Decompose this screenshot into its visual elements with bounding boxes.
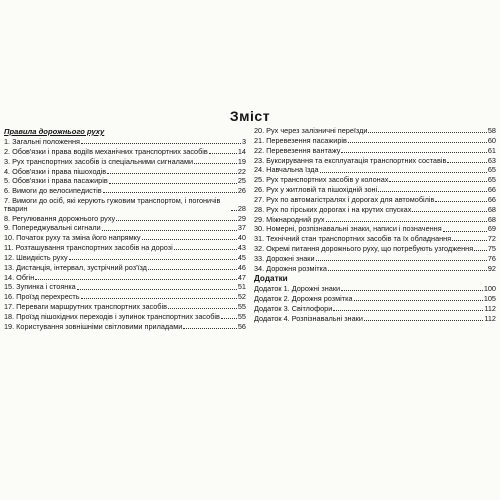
toc-entry-title: 33. Дорожні знаки (254, 253, 315, 263)
toc-entry-title: 9. Попереджувальні сигнали (4, 223, 101, 233)
toc-entry-page: 66 (487, 185, 496, 195)
toc-entry-page: 92 (487, 263, 496, 273)
toc-entry-title: 16. Проїзд перехресть (4, 292, 80, 302)
toc-entry-page: 22 (237, 166, 246, 176)
toc-entry-title: 22. Перевезення вантажу (254, 145, 341, 155)
dot-leader (209, 153, 237, 154)
toc-entry (4, 323, 246, 331)
dot-leader (443, 231, 487, 232)
dot-leader (348, 142, 487, 143)
toc-entry-title: Додаток 3. Світлофори (254, 303, 333, 313)
dot-leader (35, 279, 237, 280)
toc-entry-page: 40 (237, 233, 246, 243)
toc-entry-page: 68 (487, 204, 496, 214)
dot-leader (364, 320, 483, 321)
toc-entry-page: 37 (237, 223, 246, 233)
toc-entry (254, 127, 496, 135)
toc-entry-page: 14 (237, 146, 246, 156)
toc-entry-title: 4. Обов'язки і права пішоходів (4, 166, 107, 176)
toc-entry (254, 285, 496, 293)
toc-entry-page: 47 (237, 272, 246, 282)
toc-entry-page: 60 (487, 135, 496, 145)
toc-entry-title: 14. Обгін (4, 272, 35, 282)
toc-entry-page: 43 (237, 243, 246, 253)
dot-leader (452, 240, 487, 241)
toc-entry-title: Додаток 4. Розпізнавальні знаки (254, 313, 363, 323)
toc-entry (4, 187, 246, 195)
toc-entry-page: 45 (237, 252, 246, 262)
toc-entry-title: 24. Навчальна їзда (254, 165, 319, 175)
toc-entry (4, 274, 246, 282)
toc-entry-title: 12. Швидкість руху (4, 252, 68, 262)
toc-entry-title: 13. Дистанція, інтервал, зустрічний роз'їзд (4, 262, 147, 272)
toc-entry-title: 11. Розташування транспортних засобів на дорозі (4, 243, 173, 253)
toc-entry-title: Додаток 2. Дорожня розмітка (254, 294, 353, 304)
toc-entry (254, 235, 496, 243)
dot-leader (142, 239, 237, 240)
toc-list-right (254, 127, 496, 272)
dot-leader (174, 249, 237, 250)
dot-leader (102, 230, 237, 231)
toc-entry (4, 177, 246, 185)
toc-entry-page: 19 (237, 156, 246, 166)
toc-entry-title: 20. Рух через залізничні переїзди (254, 126, 368, 135)
toc-entry-page: 100 (483, 284, 496, 294)
toc-left-column (4, 127, 246, 333)
toc-entry-page: 69 (487, 224, 496, 234)
toc-entry (4, 148, 246, 156)
toc-entry (254, 186, 496, 194)
toc-entry-title: 34. Дорожня розмітка (254, 263, 327, 273)
toc-entry (254, 176, 496, 184)
toc-entry (254, 206, 496, 214)
toc-entry-title: 19. Користування зовнішніми світловими приладами (4, 321, 183, 331)
toc-entry-title: 17. Переваги маршрутних транспортних засобів (4, 302, 167, 312)
toc-list-left (4, 138, 246, 331)
dot-leader (221, 318, 237, 319)
dot-leader (435, 201, 487, 202)
toc-entry-page: 52 (237, 292, 246, 302)
dot-leader (389, 181, 486, 182)
section-heading-appendices: Додатки (254, 273, 288, 283)
dot-leader (183, 328, 237, 329)
toc-entry-title: 1. Загальні положення (4, 136, 80, 146)
dot-leader (333, 310, 483, 311)
toc-entry-title: 3. Рух транспортних засобів із спеціальними сигналами (4, 156, 194, 166)
toc-entry-page: 46 (237, 262, 246, 272)
dot-leader (81, 298, 237, 299)
toc-entry (4, 197, 246, 212)
dot-leader (231, 210, 237, 211)
toc-entry-title: 23. Буксирування та експлуатація транспортних составів (254, 155, 447, 165)
dot-leader (316, 260, 487, 261)
toc-entry-page: 55 (237, 302, 246, 312)
toc-entry (4, 313, 246, 321)
toc-entry-title: 27. Рух по автомагістралях і дорогах для автомобілів (254, 194, 435, 204)
dot-leader (378, 191, 487, 192)
dot-leader (412, 211, 487, 212)
toc-entry-page: 61 (487, 145, 496, 155)
dot-leader (474, 250, 487, 251)
dot-leader (326, 221, 487, 222)
toc-entry (4, 158, 246, 166)
dot-leader (354, 300, 483, 301)
dot-leader (168, 308, 237, 309)
toc-entry (254, 216, 496, 224)
toc-entry (4, 244, 246, 252)
toc-entry (4, 138, 246, 146)
toc-entry-page: 55 (237, 311, 246, 321)
toc-entry-page: 75 (487, 244, 496, 254)
toc-entry (254, 137, 496, 145)
dot-leader (107, 173, 237, 174)
toc-entry (254, 315, 496, 323)
toc-entry-page: 65 (487, 175, 496, 185)
dot-leader (328, 270, 487, 271)
toc-entry-title: 30. Номерні, розпізнавальні знаки, написи і позначення (254, 224, 442, 234)
toc-entry-page: 29 (237, 213, 246, 223)
dot-leader (116, 220, 237, 221)
toc-entry-page: 76 (487, 253, 496, 263)
toc-entry-title: 25. Рух транспортних засобів у колонах (254, 175, 389, 185)
toc-entry-page: 65 (487, 165, 496, 175)
toc-entry-page: 51 (237, 282, 246, 292)
toc-entry (254, 305, 496, 313)
toc-entry (4, 215, 246, 223)
toc-entry-title: 15. Зупинка і стоянка (4, 282, 76, 292)
dot-leader (194, 163, 237, 164)
toc-entry-page: 68 (487, 214, 496, 224)
toc-entry (254, 225, 496, 233)
dot-leader (447, 162, 487, 163)
section-heading-rules: Правила дорожнього руху (4, 127, 105, 136)
toc-entry-page: 66 (487, 194, 496, 204)
toc-entry-title: 31. Технічний стан транспортних засобів та їх обладнання (254, 234, 452, 244)
dot-leader (109, 183, 237, 184)
dot-leader (148, 269, 237, 270)
toc-entry-title: Додаток 1. Дорожні знаки (254, 284, 341, 294)
toc-right-column (254, 127, 496, 325)
toc-entry (4, 254, 246, 262)
toc-entry-page: 112 (484, 303, 496, 313)
toc-entry-title: 8. Регулювання дорожнього руху (4, 213, 116, 223)
toc-entry (4, 293, 246, 301)
dot-leader (341, 290, 483, 291)
toc-entry (4, 234, 246, 242)
dot-leader (341, 152, 486, 153)
toc-entry (4, 224, 246, 232)
toc-entry (254, 196, 496, 204)
toc-entry (254, 147, 496, 155)
toc-entry (4, 264, 246, 272)
toc-entry-page: 112 (484, 313, 496, 323)
toc-entry (254, 157, 496, 165)
toc-entry (254, 245, 496, 253)
toc-entry (254, 265, 496, 273)
toc-entry-page: 63 (487, 155, 496, 165)
toc-entry (4, 168, 246, 176)
toc-entry-title: 18. Проїзд пішохідних переходів і зупинок транспортних засобів (4, 311, 220, 321)
toc-entry-title: 26. Рух у житловій та пішохідній зоні (254, 185, 378, 195)
toc-entry (254, 166, 496, 174)
toc-entry-page: 56 (237, 321, 246, 331)
toc-entry-title: 7. Вимоги до осіб, які керують гужовим транспортом, і погоничів тварин (4, 196, 221, 213)
toc-entry-title: 29. Міжнародний рух (254, 214, 325, 224)
toc-entry-page: 58 (487, 126, 496, 135)
toc-entry (4, 303, 246, 311)
dot-leader (77, 289, 237, 290)
dot-leader (368, 132, 486, 133)
dot-leader (103, 192, 237, 193)
toc-entry-title: 28. Рух по гірських дорогах і на крутих спусках (254, 204, 412, 214)
toc-entry-page: 105 (483, 294, 496, 304)
toc-entry-title: 21. Перевезення пасажирів (254, 135, 347, 145)
toc-entry-page: 25 (237, 176, 246, 186)
dot-leader (69, 259, 237, 260)
toc-entry-page: 72 (487, 234, 496, 244)
toc-list-appendices (254, 285, 496, 322)
toc-entry (4, 283, 246, 291)
toc-entry (254, 255, 496, 263)
toc-entry-title: 2. Обов'язки і права водіїв механічних транспортних засобів (4, 146, 208, 156)
toc-entry-title: 32. Окремі питання дорожнього руху, що потребують узгодження (254, 244, 474, 254)
toc-entry-title: 10. Початок руху та зміна його напрямку (4, 233, 141, 243)
page-title: Зміст (229, 108, 271, 124)
toc-entry-title: 6. Вимоги до велосипедистів (4, 186, 102, 196)
dot-leader (320, 172, 487, 173)
toc-entry-page: 3 (241, 136, 246, 146)
toc-entry (254, 295, 496, 303)
dot-leader (81, 143, 241, 144)
toc-entry-page: 26 (237, 186, 246, 196)
toc-entry-page: 28 (237, 203, 246, 213)
toc-entry-title: 5. Обов'язки і права пасажирів (4, 176, 108, 186)
